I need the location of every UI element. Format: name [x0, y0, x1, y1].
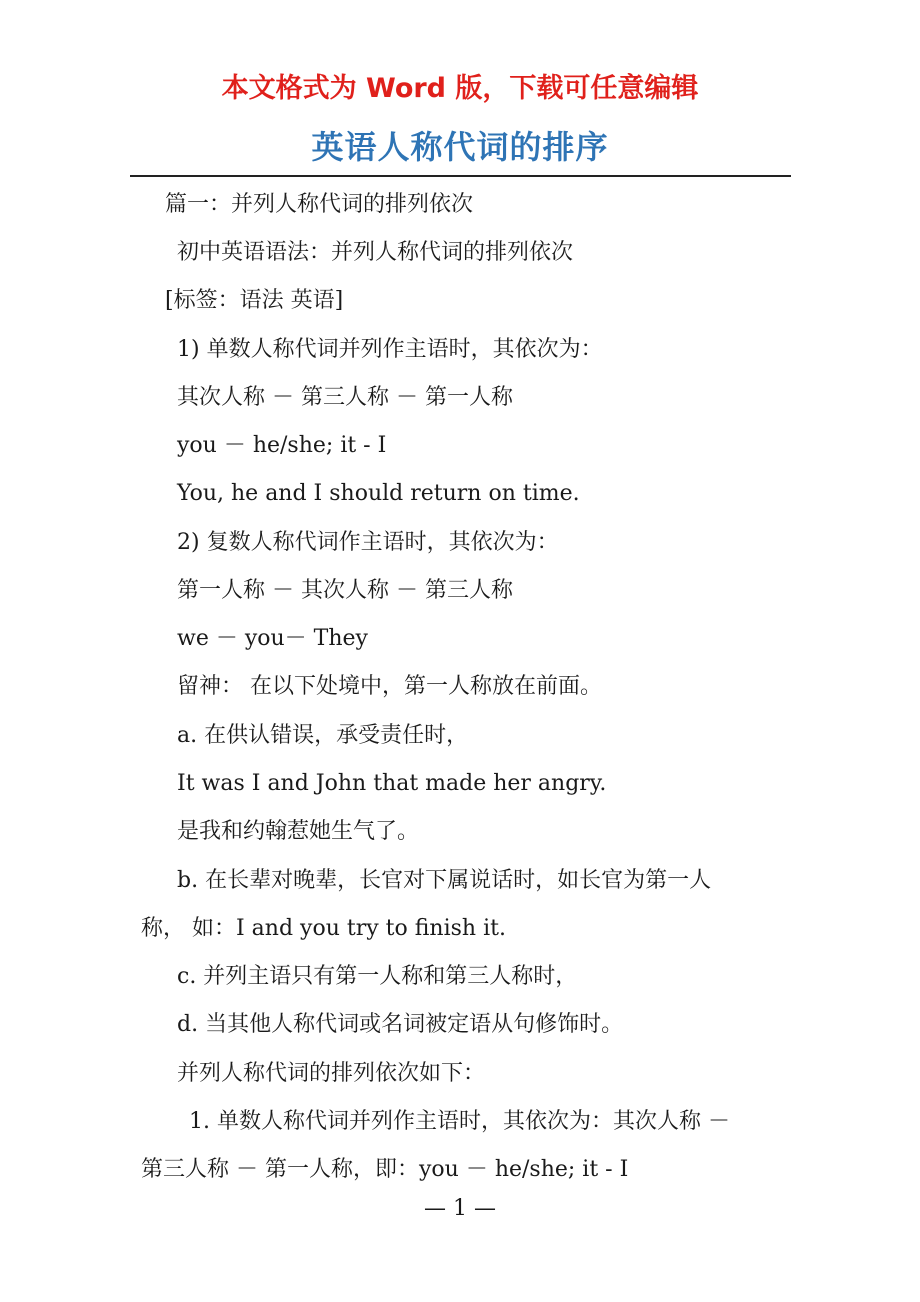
text-line: d. 当其他人称代词或名词被定语从句修饰时。: [177, 1012, 624, 1037]
title-rule: [130, 175, 791, 177]
text-line: 1. 单数人称代词并列作主语时，其依次为：其次人称 －: [189, 1109, 730, 1134]
text-line: 其次人称 － 第三人称 － 第一人称: [177, 385, 513, 410]
text-line: a. 在供认错误，承受责任时，: [177, 723, 469, 748]
text-line: [标签：语法 英语]: [165, 288, 344, 313]
text-line: 2) 复数人称代词作主语时，其依次为：: [177, 530, 559, 555]
text-line: we － you－ They: [177, 626, 368, 651]
page-number: — 1 —: [424, 1196, 496, 1221]
text-line: 称， 如：I and you try to finish it.: [141, 916, 506, 941]
text-line: 第三人称 － 第一人称，即：you － he/she; it - I: [141, 1157, 629, 1182]
download-banner: 本文格式为 Word 版，下载可任意编辑: [221, 73, 699, 104]
text-line: It was I and John that made her angry.: [177, 771, 607, 796]
text-line: 初中英语语法：并列人称代词的排列依次: [177, 240, 574, 265]
text-line: 并列人称代词的排列依次如下：: [177, 1061, 486, 1086]
text-line: 1) 单数人称代词并列作主语时，其依次为：: [177, 337, 603, 362]
text-line: 第一人称 － 其次人称 － 第三人称: [177, 578, 513, 603]
text-line: 是我和约翰惹她生气了。: [177, 819, 420, 844]
text-line: 篇一：并列人称代词的排列依次: [165, 192, 474, 217]
text-line: You, he and I should return on time.: [177, 481, 580, 506]
text-line: c. 并列主语只有第一人称和第三人称时，: [177, 964, 578, 989]
page-title: 英语人称代词的排序: [311, 128, 609, 166]
text-line: you － he/she; it - I: [177, 433, 387, 458]
text-line: 留神： 在以下处境中，第一人称放在前面。: [177, 674, 602, 699]
text-line: b. 在长辈对晚辈，长官对下属说话时，如长官为第一人: [177, 868, 712, 893]
